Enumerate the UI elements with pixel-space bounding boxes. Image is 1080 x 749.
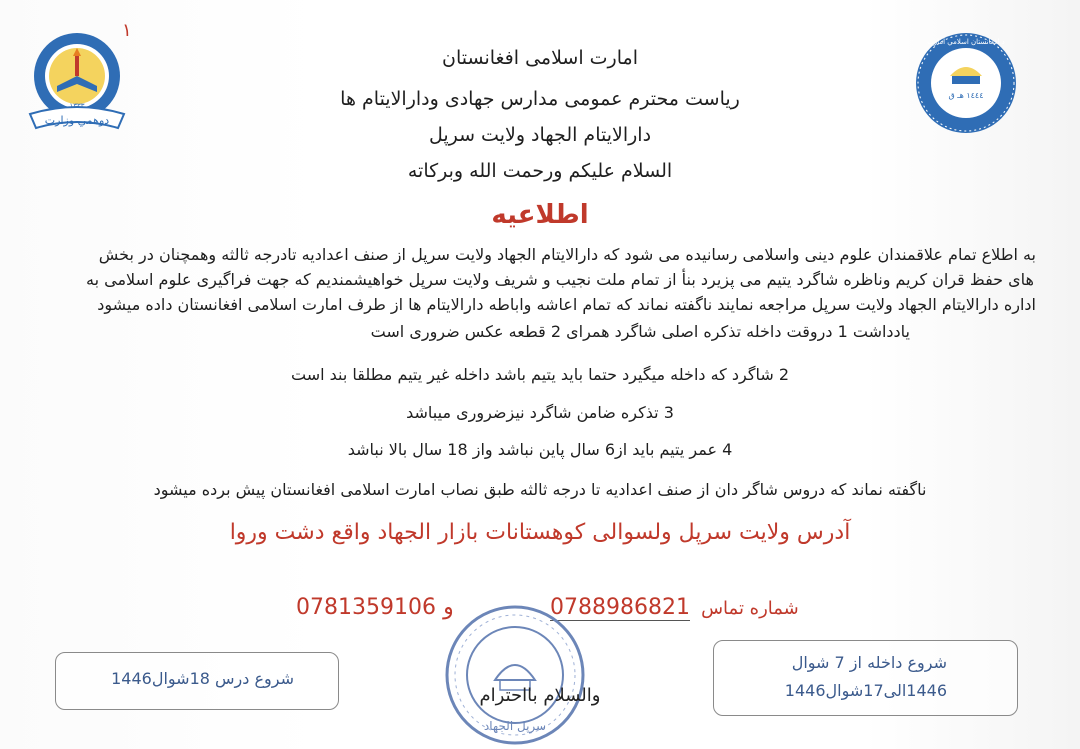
header-directorate: ریاست محترم عمومی مدارس جهادی ودارالایتام ها — [340, 88, 740, 110]
body-line-3: اداره دارالایتام الجهاد ولایت سرپل مراجعه نمایند ناگفته نماند که تمام اعاشه واباطه دارالایتام ها از طرف امارت اسلامی افغانستان داده میشود — [97, 295, 1036, 314]
note-line-2: 2 شاگرد که داخله میگیرد حتما باید یتیم باشد داخله غیر یتیم مطلقا بند است — [290, 365, 790, 384]
body-line-final: ناگفته نماند که دروس شاگر دان از صنف اعدادیه تا درجه ثالثه طبق نصاب امارت اسلامی افغانستان پیش برده میشود — [153, 480, 927, 499]
emblem-ribbon-text: دوهمي وزارت — [44, 114, 110, 127]
phone-number-2: 0781359106 — [296, 595, 436, 620]
phone-number-1: 0788986821 — [550, 595, 690, 620]
header-emirate: امارت اسلامی افغانستان — [442, 47, 638, 69]
seal-arc-text: د افغانستان اسلامي امارت — [927, 38, 1005, 46]
header-greeting: السلام علیکم ورحمت الله وبرکاته — [407, 160, 673, 182]
contact-label: شماره تماس — [701, 598, 799, 619]
note-line-1: یادداشت 1 دروقت داخله تذکره اصلی شاگرد همرای 2 قطعه عکس ضروری است — [370, 322, 910, 341]
islamic-emirate-seal-right — [910, 28, 1022, 138]
ministry-emblem-left — [20, 28, 135, 133]
notice-title: اطلاعیه — [491, 200, 589, 230]
body-line-1: به اطلاع تمام علاقمندان علوم دینی واسلامی رسانیده می شود که دارالایتام الجهاد ولایت سرپل از صنف اعدادیه تادرجه ثالثه وهمچنان در بخش — [98, 245, 1036, 264]
admission-range-text: 1446الی17شوال1446 — [784, 681, 947, 700]
admission-start-text: شروع داخله از 7 شوال — [791, 653, 947, 672]
address-line: آدرس ولایت سرپل ولسوالی کوهستانات بازار الجهاد واقع دشت وروا — [229, 520, 851, 545]
contact-row — [296, 595, 454, 620]
note-line-4: 4 عمر یتیم باید از6 سال پاین نباشد واز 18 سال بالا نباشد — [347, 440, 733, 459]
body-line-2: های حفظ قران کریم وناظره شاگرد یتیم می پزیرد بنأ از تمام ملت نجیب و شریف ولایت سرپل خواهیشمندیم که جهت فراگیری علوم اسلامی به — [86, 270, 1034, 289]
emblem-year-text: ۱۳۳۳ — [69, 102, 85, 110]
closing-greeting: والسلام بااحترام — [479, 685, 601, 706]
seal-year-text: ١٤٤٤ هـ ق — [948, 91, 984, 100]
class-start-box — [55, 652, 339, 710]
class-start-text: شروع درس 18شوال1446 — [111, 669, 294, 688]
phone-joiner: و — [443, 595, 454, 620]
corner-mark: ۱ — [122, 20, 132, 41]
header-orphanage: دارالایتام الجهاد ولایت سرپل — [428, 124, 652, 146]
admission-dates-box — [713, 640, 1018, 716]
stamp-bottom-text: سرپل الجهاد — [483, 719, 547, 733]
orphanage-stamp — [440, 600, 590, 749]
note-line-3: 3 تذکره ضامن شاگرد نیزضروری میباشد — [406, 403, 674, 422]
